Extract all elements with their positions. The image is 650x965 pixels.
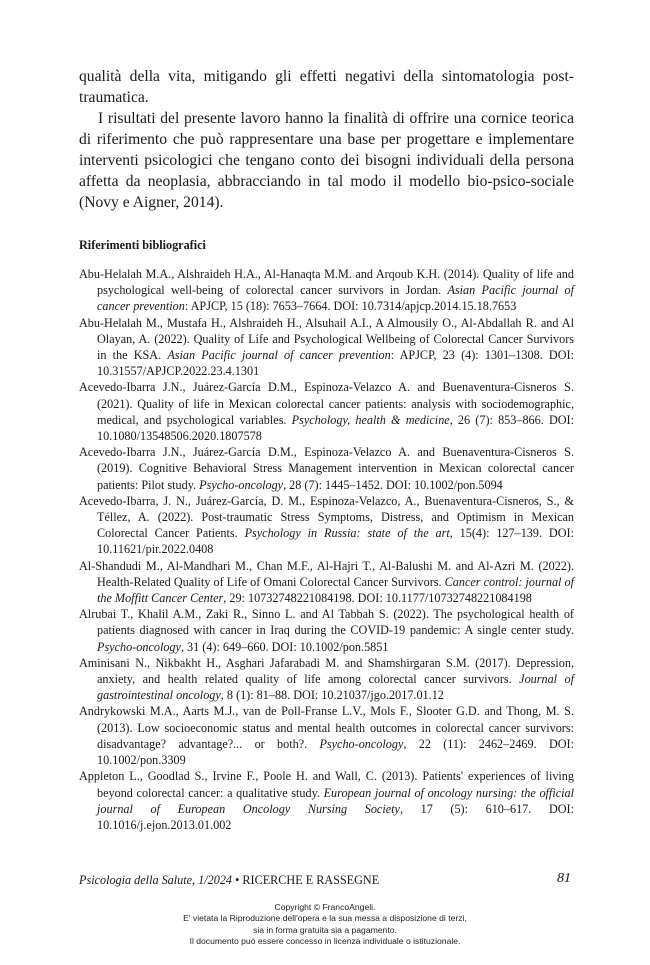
reference-details: , 15(4): 127–139. DOI: 10.11621/pir.2022.0408	[97, 526, 574, 557]
footer-journal: Psicologia della Salute, 1/2024	[79, 873, 233, 887]
body-paragraph: I risultati del presente lavoro hanno la finalità di offrire una cornice teorica di riferimento che può rappresentare una base per progettare e implementare interventi psicologici che tengano conto dei bisogni individuali della persona affetta da neoplasia, abbracciando in tal modo il modello bio-psico-sociale (Novy e Aigner, 2014).	[79, 110, 574, 211]
reference-authors-title: Abu-Helalah M., Mustafa H., Alshraideh H., Alsuhail A.I., A Almousily O., Al-Abdallah R. and Al Olayan, A. (2022). Quality of Life and Psychological Wellbeing of Colorectal Cancer Survivors in the KSA.	[79, 315, 574, 363]
reference-item	[79, 315, 574, 380]
reference-details: , 22 (11): 2462–2469. DOI: 10.1002/pon.3309	[97, 736, 574, 768]
reference-authors-title: Andrykowski M.A., Aarts M.J., van de Poll-Franse L.V., Mols F., Slooter G.D. and Thong, M. S. (2013). Low socioeconomic status and mental health outcomes in colorectal cancer survivors: disadvantage? advantage?... or both?.	[79, 704, 574, 751]
reference-details: , 28 (7): 1445–1452. DOI: 10.1002/pon.5094	[283, 477, 503, 492]
reference-journal: Psychology, health & medicine	[291, 412, 450, 427]
reference-journal: Psycho-oncology	[97, 639, 181, 654]
reference-journal: European journal of oncology nursing: the official journal of European Oncology Nursing Society	[97, 785, 574, 816]
reference-journal: Asian Pacific journal of cancer prevention	[97, 283, 574, 314]
copyright-line: Il documento può essere concesso in licenza individuale o istituzionale.	[189, 936, 461, 947]
reference-journal: Asian Pacific journal of cancer prevention	[167, 348, 391, 363]
reference-authors-title: Alrubai T., Khalil A.M., Zaki R., Sinno L. and Al Tabbah S. (2022). The psychological health of patients diagnosed with cancer in Iraq during the COVID-19 pandemic: A single center study.	[79, 607, 574, 638]
reference-journal: Cancer control: journal of the Moffitt Cancer Center	[97, 574, 574, 606]
reference-details: : APJCP, 23 (4): 1301–1308. DOI: 10.31557/APJCP.2022.23.4.1301	[97, 348, 574, 379]
reference-journal: Psycho-oncology	[199, 477, 284, 492]
reference-item	[79, 444, 574, 493]
reference-authors-title: Abu-Helalah M.A., Alshraideh H.A., Al-Hanaqta M.M. and Arqoub K.H. (2014). Quality of life and psychological well-being of colorectal cancer survivors in Jordan.	[79, 267, 574, 298]
reference-journal: Psychology in Russia: state of the art	[244, 526, 450, 541]
body-paragraph: qualità della vita, mitigando gli effetti negativi della sintomatologia post-traumatica.	[79, 68, 574, 106]
reference-authors-title: Acevedo-Ibarra J.N., Juárez-García D.M., Espinoza-Velazco A. and Buenaventura-Cisneros S. (2021). Quality of life in Mexican colorectal cancer patients: analysis with sociodemographic, medical, and psychological variables.	[79, 380, 574, 427]
reference-item	[79, 655, 574, 704]
page-number: 81	[557, 871, 571, 886]
reference-details: , 31 (4): 649–660. DOI: 10.1002/pon.5851	[180, 639, 389, 654]
reference-authors-title: Al-Shandudi M., Al-Mandhari M., Chan M.F., Al-Hajri T., Al-Balushi M. and Al-Azri M. (2022). Health-Related Quality of Life of Omani Colorectal Cancer Survivors.	[79, 558, 574, 589]
copyright-line: Copyright © FrancoAngeli.	[274, 902, 376, 912]
body-text	[79, 66, 574, 213]
reference-item	[79, 558, 574, 607]
reference-details: , 26 (7): 853–866. DOI: 10.1080/13548506.2020.1807578	[97, 412, 575, 444]
reference-details: , 17 (5): 610–617. DOI: 10.1016/j.ejon.2013.01.002	[97, 801, 574, 832]
reference-item	[79, 493, 574, 558]
reference-details: , 8 (1): 81–88. DOI: 10.21037/jgo.2017.01.12	[220, 688, 444, 703]
reference-journal: Psycho-oncology	[319, 736, 404, 751]
reference-item	[79, 768, 574, 833]
copyright-line: E' vietata la Riproduzione dell'opera e la sua messa a disposizione di terzi,	[183, 913, 467, 924]
references-heading: Riferimenti bibliografici	[79, 238, 206, 252]
reference-list	[79, 266, 574, 833]
copyright-notice	[0, 902, 650, 948]
copyright-line: sia in forma gratuita sia a pagamento.	[253, 924, 397, 935]
reference-details: , 29: 10732748221084198. DOI: 10.1177/10732748221084198	[223, 591, 532, 606]
reference-authors-title: Appleton L., Goodlad S., Irvine F., Poole H. and Wall, C. (2013). Patients' experiences of living beyond colorectal cancer: a qualitative study.	[79, 769, 574, 800]
reference-journal: Journal of gastrointestinal oncology	[97, 672, 574, 703]
reference-authors-title: Aminisani N., Nikbakht H., Asghari Jafarabadi M. and Shamshirgaran S.M. (2017). Depression, anxiety, and health related quality of life among colorectal cancer survivors.	[79, 655, 574, 687]
reference-authors-title: Acevedo-Ibarra J.N., Juárez-García D.M., Espinoza-Velazco A. and Buenaventura-Cisneros S. (2019). Cognitive Behavioral Stress Management intervention in Mexican colorectal cancer patients: Pilot study.	[79, 445, 574, 492]
reference-item	[79, 379, 574, 444]
reference-item	[79, 606, 574, 655]
reference-item	[79, 266, 574, 315]
reference-item	[79, 703, 574, 768]
footer-bullet: •	[235, 873, 240, 887]
reference-details: : APJCP, 15 (18): 7653–7664. DOI: 10.7314/apjcp.2014.15.18.7653	[184, 299, 517, 314]
footer-section: RICERCHE E RASSEGNE	[242, 873, 380, 887]
running-footer	[79, 873, 379, 888]
reference-authors-title: Acevedo-Ibarra, J. N., Juárez-García, D. M., Espinoza-Velazco, A., Buenaventura-Cisneros, S., & Téllez, A. (2022). Post-traumatic Stress Symptoms, Distress, and Optimism in Mexican Colorectal Cancer Patients.	[79, 493, 574, 541]
